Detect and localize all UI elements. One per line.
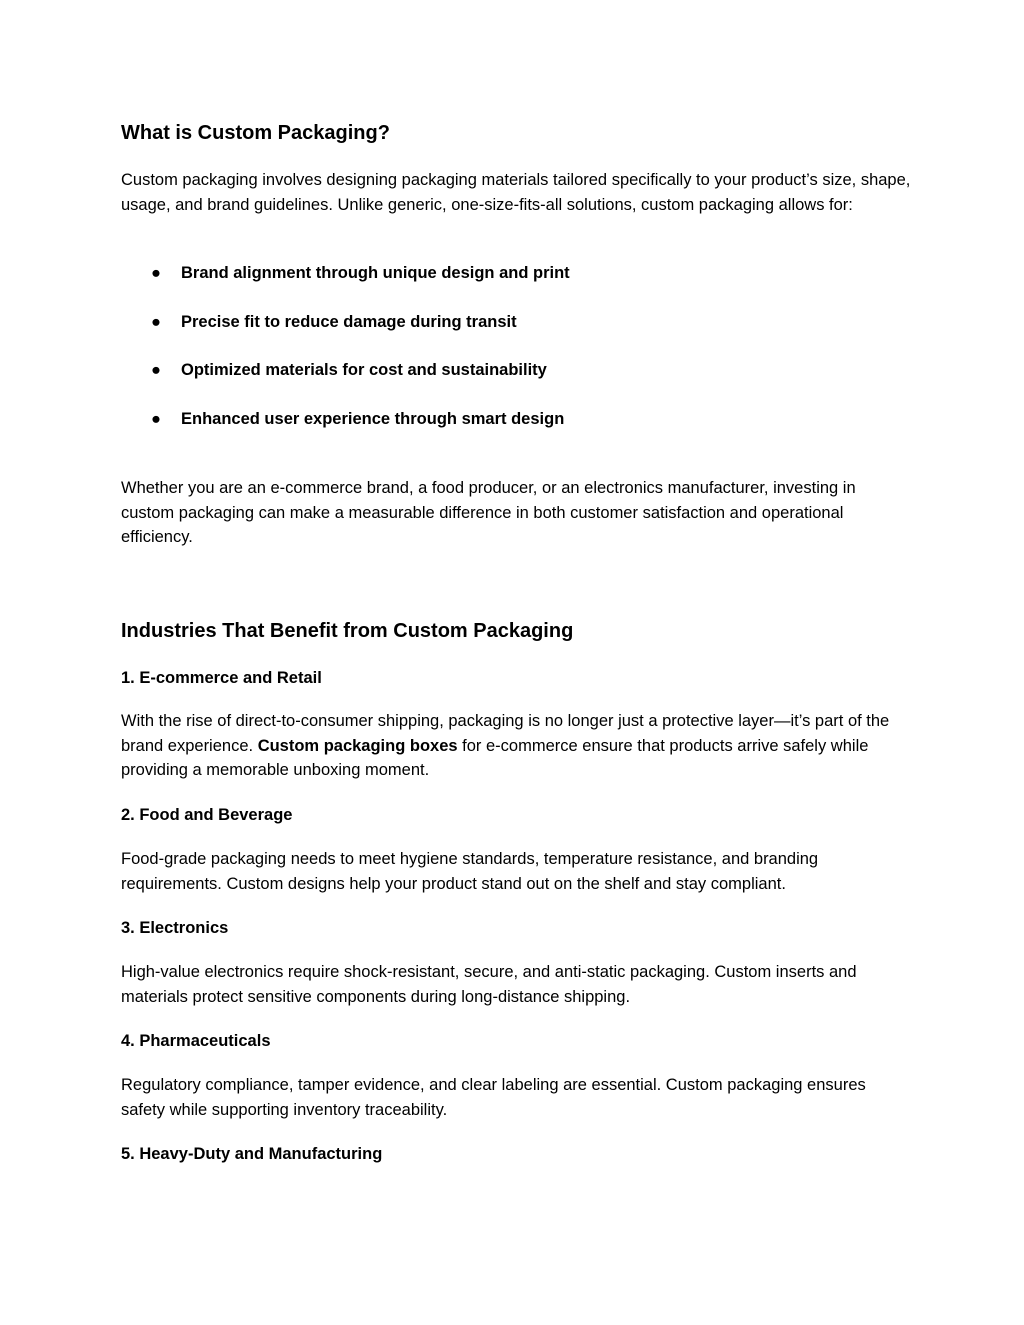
subheading-food: 2. Food and Beverage bbox=[121, 806, 293, 824]
list-item-text: Optimized materials for cost and sustainability bbox=[181, 361, 547, 379]
section-title-industries: Industries That Benefit from Custom Packaging bbox=[121, 620, 574, 642]
intro-paragraph: Custom packaging involves designing packaging materials tailored specifically to your product’s size, shape, usage, and brand guidelines. Unlike generic, one-size-fits-all solutions, custom packaging allows for: bbox=[121, 171, 911, 214]
list-item-text: Brand alignment through unique design and print bbox=[181, 264, 570, 282]
bold-phrase: Custom packaging boxes bbox=[257, 736, 458, 755]
bullet-icon: ● bbox=[151, 264, 161, 282]
bullet-icon: ● bbox=[151, 361, 161, 379]
pharmaceuticals-paragraph: Regulatory compliance, tamper evidence, and clear labeling are essential. Custom packaging ensures safety while supporting inventory traceability. bbox=[121, 1076, 866, 1119]
ecommerce-paragraph bbox=[121, 709, 911, 783]
bullet-icon: ● bbox=[151, 410, 161, 428]
list-item-text: Enhanced user experience through smart design bbox=[181, 410, 565, 428]
list-item bbox=[151, 359, 547, 381]
paragraph-text: With the rise of direct-to-consumer shipping, packaging is no longer just a protective layer—it’s part of the brand experience. bbox=[121, 712, 890, 755]
electronics-paragraph: High-value electronics require shock-resistant, secure, and anti-static packaging. Custom inserts and materials protect sensitive components during long-distance shipping. bbox=[121, 963, 857, 1006]
subheading-heavy-duty: 5. Heavy-Duty and Manufacturing bbox=[121, 1145, 383, 1163]
subheading-pharmaceuticals: 4. Pharmaceuticals bbox=[121, 1032, 271, 1050]
food-paragraph: Food-grade packaging needs to meet hygiene standards, temperature resistance, and branding requirements. Custom designs help your product stand out on the shelf and stay compliant. bbox=[121, 850, 819, 893]
list-item bbox=[151, 408, 564, 430]
section-title-custom-packaging: What is Custom Packaging? bbox=[121, 122, 390, 144]
list-item-text: Precise fit to reduce damage during transit bbox=[181, 313, 517, 331]
subheading-ecommerce: 1. E-commerce and Retail bbox=[121, 669, 322, 687]
closing-paragraph: Whether you are an e-commerce brand, a food producer, or an electronics manufacturer, investing in custom packaging can make a measurable difference in both customer satisfaction and operational efficiency. bbox=[121, 479, 856, 546]
subheading-electronics: 3. Electronics bbox=[121, 919, 229, 937]
list-item bbox=[151, 311, 517, 333]
list-item bbox=[151, 262, 570, 284]
paragraph-text: for e-commerce ensure that products arrive safely while providing a memorable unboxing moment. bbox=[121, 736, 869, 779]
bullet-icon: ● bbox=[151, 313, 161, 331]
